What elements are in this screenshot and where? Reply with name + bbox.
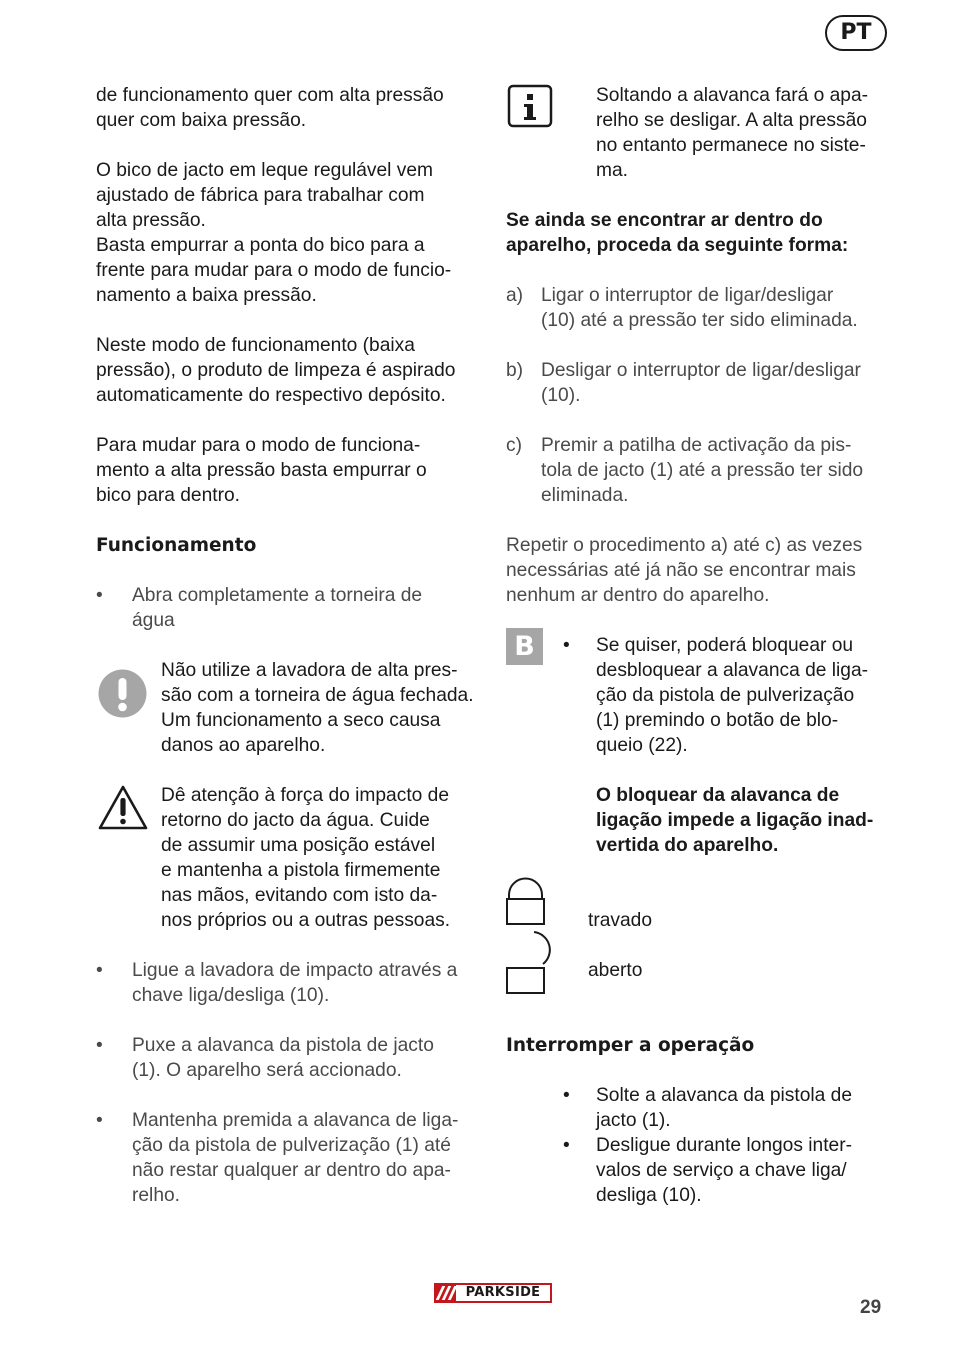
bullet-marker: •	[96, 1035, 103, 1056]
text-line: bico para dentro.	[96, 485, 240, 506]
text-line: Mantenha premida a alavanca de liga-	[132, 1110, 459, 1131]
text-line: alta pressão.	[96, 210, 206, 231]
text-line: desbloquear a alavanca de liga-	[596, 660, 869, 681]
text-line: são com a torneira de água fechada.	[161, 685, 474, 706]
text-line: ção da pistola de pulverização (1) até	[132, 1135, 451, 1156]
text-line: desliga (10).	[596, 1185, 702, 1206]
step-label: a)	[506, 285, 524, 306]
text-line: Neste modo de funcionamento (baixa	[96, 335, 415, 356]
text-line: Dê atenção à força do impacto de	[161, 785, 449, 806]
text-line: (1). O aparelho será accionado.	[132, 1060, 402, 1081]
step-a	[541, 283, 858, 333]
bullet-pull-lever	[132, 1033, 434, 1083]
padlock-open-icon	[505, 928, 559, 996]
text-line: água	[132, 610, 175, 631]
text-line: ajustado de fábrica para trabalhar com	[96, 185, 425, 206]
text-line: vertida do aparelho.	[596, 835, 779, 856]
lock-note-bold	[596, 783, 873, 858]
nozzle-paragraph	[96, 158, 451, 308]
text-line: nenhum ar dentro do aparelho.	[506, 585, 770, 606]
logo-stripes-icon	[434, 1283, 456, 1303]
text-line: aparelho, proceda da seguinte forma:	[506, 235, 849, 256]
text-line: relho.	[132, 1185, 180, 1206]
text-line: necessárias até já não se encontrar mais	[506, 560, 856, 581]
text-line: Ligue a lavadora de impacto através a	[132, 960, 458, 981]
text-line: Desligar o interruptor de ligar/desligar	[541, 360, 861, 381]
text-line: automaticamente do respectivo depósito.	[96, 385, 446, 406]
text-line: de funcionamento quer com alta pressão	[96, 85, 444, 106]
note-release-lever-info	[596, 83, 868, 183]
caution-triangle-icon	[97, 783, 149, 831]
parkside-logo	[434, 1283, 552, 1303]
text-line: valos de serviço a chave liga/	[596, 1160, 847, 1181]
bullet-marker: •	[96, 1110, 103, 1131]
intro-paragraph	[96, 83, 444, 133]
text-line: de assumir uma posição estável	[161, 835, 436, 856]
text-line: no entanto permanece no siste-	[596, 135, 866, 156]
text-line: chave liga/desliga (10).	[132, 985, 330, 1006]
high-pressure-paragraph	[96, 433, 427, 508]
text-line: e mantenha a pistola firmemente	[161, 860, 441, 881]
open-label: aberto	[588, 960, 643, 981]
text-line: frente para mudar para o modo de funcio-	[96, 260, 452, 281]
note-dry-run-warning	[161, 658, 474, 758]
text-line: queio (22).	[596, 735, 688, 756]
text-line: quer com baixa pressão.	[96, 110, 307, 131]
text-line: Solte a alavanca da pistola de	[596, 1085, 853, 1106]
text-line: Não utilize a lavadora de alta pres-	[161, 660, 458, 681]
text-line: Repetir o procedimento a) até c) as vezes	[506, 535, 863, 556]
text-line: Um funcionamento a seco causa	[161, 710, 441, 731]
step-c	[541, 433, 863, 508]
text-line: ção da pistola de pulverização	[596, 685, 855, 706]
locked-label: travado	[588, 910, 652, 931]
page-number: 29	[860, 1297, 882, 1318]
text-line: Desligue durante longos inter-	[596, 1135, 852, 1156]
text-line: retorno do jacto da água. Cuide	[161, 810, 430, 831]
warning-exclamation-icon	[98, 669, 147, 718]
text-line: não restar qualquer ar dentro do apa-	[132, 1160, 451, 1181]
text-line: nas mãos, evitando com isto da-	[161, 885, 438, 906]
language-badge: PT	[825, 15, 887, 51]
text-line: Basta empurrar a ponta do bico para a	[96, 235, 425, 256]
bullet-open-tap	[132, 583, 422, 633]
bullet-marker: •	[563, 1135, 570, 1156]
text-line: danos ao aparelho.	[161, 735, 326, 756]
text-line: Soltando a alavanca fará o apa-	[596, 85, 869, 106]
bullet-lock-lever	[596, 633, 868, 758]
text-line: O bico de jacto em leque regulável vem	[96, 160, 434, 181]
text-line: ma.	[596, 160, 628, 181]
bullet-hold-lever	[132, 1108, 458, 1208]
info-icon	[507, 84, 553, 130]
bullet-switch-off	[596, 1133, 852, 1208]
bullet-marker: •	[96, 960, 103, 981]
text-line: pressão), o produto de limpeza é aspirado	[96, 360, 456, 381]
text-line: O bloquear da alavanca de	[596, 785, 840, 806]
text-line: (1) premindo o botão de blo-	[596, 710, 839, 731]
air-procedure-heading	[506, 208, 848, 258]
note-recoil-caution	[161, 783, 450, 933]
text-line: Puxe a alavanca da pistola de jacto	[132, 1035, 434, 1056]
repeat-paragraph	[506, 533, 862, 608]
text-line: Para mudar para o modo de funciona-	[96, 435, 421, 456]
section-heading-funcionamento: Funcionamento	[96, 535, 257, 556]
text-line: Premir a patilha de activação da pis-	[541, 435, 852, 456]
step-b	[541, 358, 861, 408]
text-line: Abra completamente a torneira de	[132, 585, 423, 606]
text-line: jacto (1).	[596, 1110, 671, 1131]
text-line: eliminada.	[541, 485, 629, 506]
text-line: relho se desligar. A alta pressão	[596, 110, 867, 131]
bullet-switch-on	[132, 958, 457, 1008]
text-line: tola de jacto (1) até a pressão ter sido	[541, 460, 864, 481]
text-line: nos próprios ou a outras pessoas.	[161, 910, 451, 931]
text-line: ligação impede a ligação inad-	[596, 810, 874, 831]
step-label: c)	[506, 435, 522, 456]
low-pressure-paragraph	[96, 333, 455, 408]
text-line: namento a baixa pressão.	[96, 285, 317, 306]
text-line: Se quiser, poderá bloquear ou	[596, 635, 854, 656]
text-line: (10).	[541, 385, 581, 406]
text-line: Ligar o interruptor de ligar/desligar	[541, 285, 834, 306]
bullet-release-lever	[596, 1083, 852, 1133]
bullet-marker: •	[96, 585, 103, 606]
figure-reference-b: B	[506, 628, 543, 665]
text-line: (10) até a pressão ter sido eliminada.	[541, 310, 858, 331]
text-line: Se ainda se encontrar ar dentro do	[506, 210, 823, 231]
section-heading-interromper: Interromper a operação	[506, 1035, 755, 1056]
padlock-locked-icon	[505, 876, 547, 926]
bullet-marker: •	[563, 1085, 570, 1106]
step-label: b)	[506, 360, 524, 381]
text-line: mento a alta pressão basta empurrar o	[96, 460, 427, 481]
brand-name: PARKSIDE	[456, 1285, 550, 1301]
bullet-marker: •	[563, 635, 570, 656]
